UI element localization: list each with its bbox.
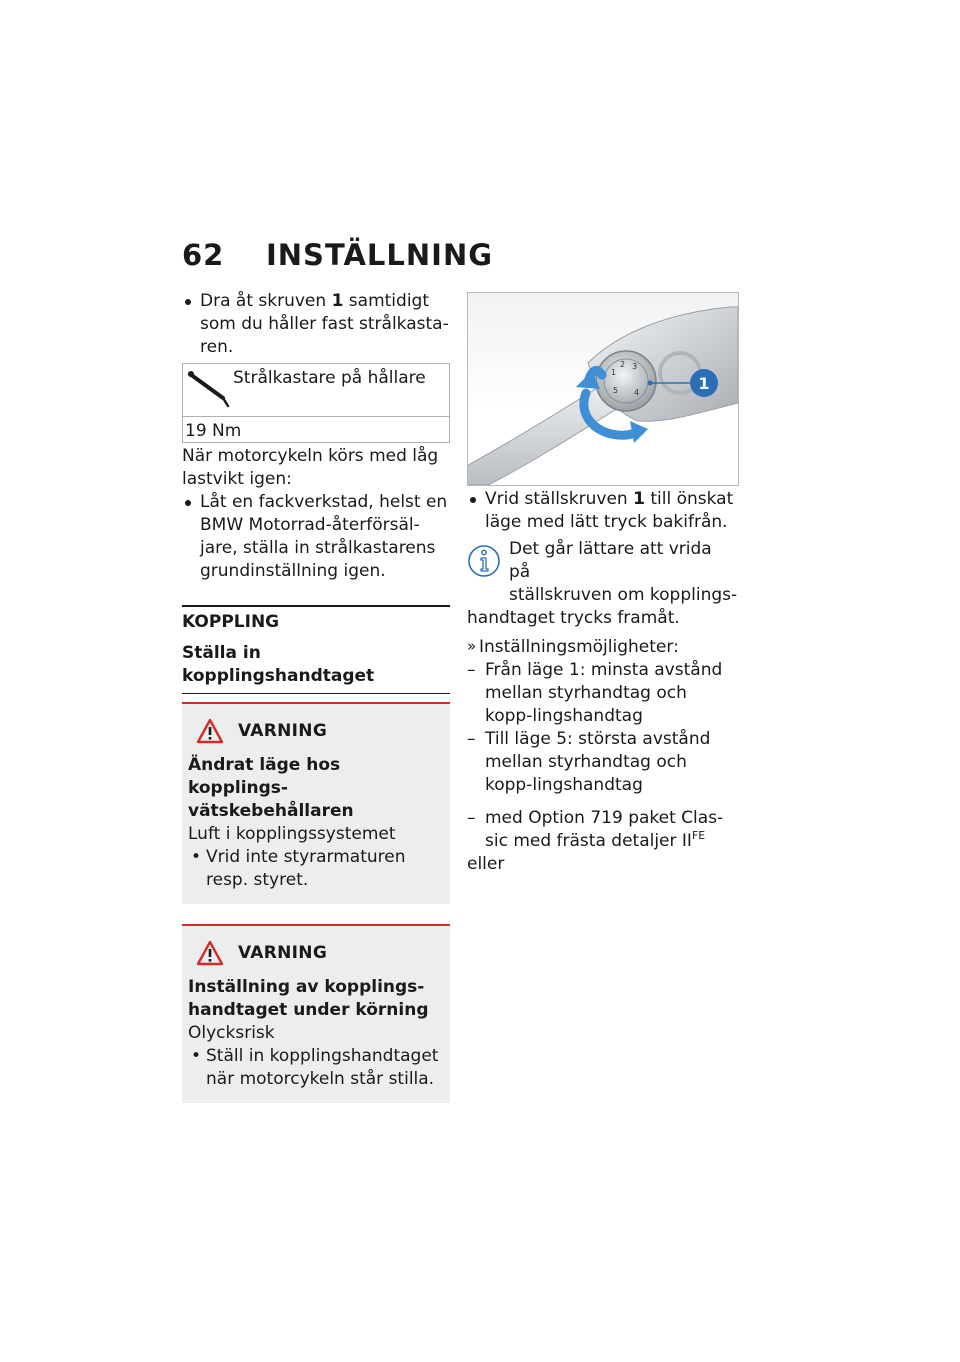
info-text-line: Det går lättare att vrida på [509, 539, 712, 582]
step-turn-screw: Vrid ställskruven 1 till önskat läge med lätt tryck bakifrån. [467, 488, 738, 534]
option-item: – Till läge 5: största avstånd mellan styrhandtag och kopp-lingshandtag [467, 728, 738, 797]
left-column [182, 290, 450, 1103]
low-load-intro: När motorcykeln körs med låg lastvikt igen: [182, 446, 439, 489]
step-workshop: Låt en fackverkstad, helst en BMW Motorrad-återförsäl-jare, ställa in strålkastarens grundinställning igen. [182, 491, 450, 583]
torque-wrench-icon [187, 368, 231, 408]
option-note-sup: FE [691, 829, 706, 842]
option-item: – Från läge 1: minsta avstånd mellan styrhandtag och kopp-lingshandtag [467, 659, 738, 728]
option-note: – med Option 719 paket Clas-sic med frästa detaljer $II^{FE}$ [467, 807, 738, 853]
torque-label: Strålkastare på hållare [233, 368, 426, 388]
options-intro: » Inställningsmöjligheter: [467, 636, 738, 659]
or-text: eller [467, 854, 505, 874]
dial-mark: 5 [613, 386, 619, 395]
warning-subject: Inställning av kopplings-handtaget under körning [188, 977, 429, 1020]
section-divider [182, 605, 450, 607]
warning-action: • Ställ in kopplingshandtaget när motorcykeln står stilla. [188, 1045, 442, 1091]
warning-triangle-icon [196, 940, 224, 966]
clutch-lever-illustration [468, 293, 738, 485]
ref-number: 1 [633, 489, 645, 509]
ref-number: 1 [331, 291, 344, 311]
torque-table [182, 363, 450, 443]
dial-mark: 2 [620, 360, 626, 369]
warning-action: • Vrid inte styrarmaturen resp. styret. [188, 846, 442, 892]
clutch-lever-figure [467, 292, 739, 486]
warning-label: VARNING [238, 720, 328, 741]
page-number: 62 [182, 238, 225, 272]
torque-value: 19 Nm [185, 421, 242, 441]
warning-box [182, 702, 450, 904]
subsection-title: Ställa in kopplingshandtaget [182, 643, 375, 686]
info-text-line: ställskruven om kopplings- [509, 585, 738, 605]
warning-triangle-icon [196, 718, 224, 744]
info-text-line: handtaget trycks framåt. [467, 608, 680, 628]
figure-callout-1: 1 [698, 374, 710, 393]
section-title: KOPPLING [182, 612, 280, 632]
dial-mark: 1 [611, 368, 617, 377]
warning-risk: Luft i kopplingssystemet [188, 824, 396, 844]
dial-mark: 3 [632, 362, 638, 371]
warning-subject: Ändrat läge hos kopplings-vätskebehållaren [188, 755, 354, 821]
warning-label: VARNING [238, 942, 328, 963]
step-tighten-screw: Dra åt skruven 1 samtidigt som du håller fast strålkasta-ren. [182, 290, 450, 359]
info-note [467, 538, 738, 630]
page-header [182, 238, 493, 272]
subsection-divider [182, 693, 450, 694]
dial-mark: 4 [634, 388, 640, 397]
warning-box [182, 924, 450, 1103]
page-title: INSTÄLLNING [266, 238, 494, 272]
right-column [467, 292, 738, 876]
warning-risk: Olycksrisk [188, 1023, 275, 1043]
info-icon [467, 542, 501, 580]
